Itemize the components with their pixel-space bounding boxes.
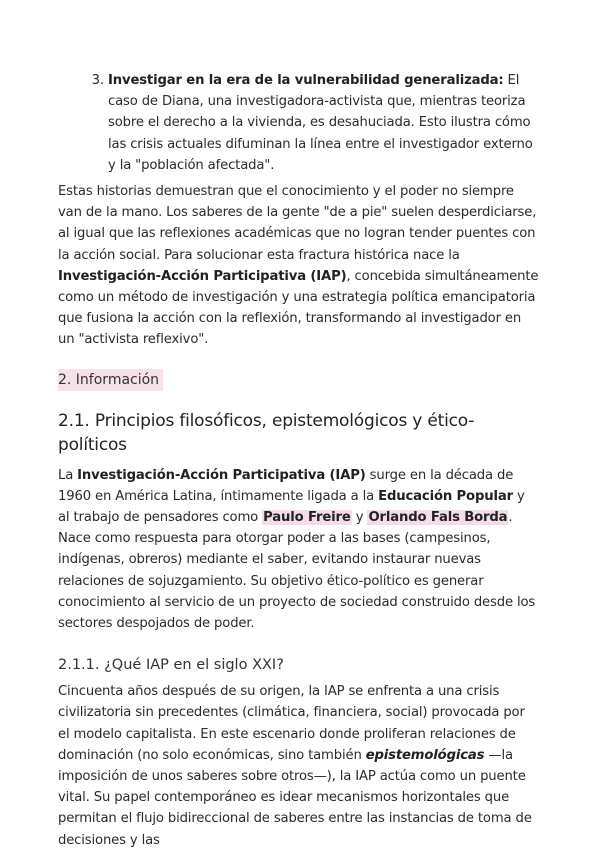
para1-bold-iap: Investigación-Acción Participativa (IAP) — [58, 268, 347, 284]
para2-bold-educacion: Educación Popular — [378, 488, 513, 504]
para2-highlight-fals-borda: Orlando Fals Borda — [368, 510, 508, 526]
paragraph-principios — [58, 465, 540, 635]
para2-text-3: y al trabajo de pensadores como — [58, 488, 525, 526]
para3-text-1: Cincuenta años después de su origen, la IAP se enfrenta a una crisis civilizatoria sin precedentes (climática, financiera, social) provocada por el modelo capitalista. En este escenario donde proliferan relaciones de dominación (no solo económicas, sino también — [58, 684, 525, 763]
para2-text-5: . Nace como respuesta para otorgar poder a las bases (campesinos, indígenas, obreros) mediante el saber, evitando instaurar nuevas relaciones de sojuzgamiento. Su objetivo ético-político es generar conocimiento al servicio de un proyecto de sociedad construido desde los sectores despojados de poder. — [58, 510, 536, 632]
numbered-list — [58, 70, 540, 176]
heading-2-1: 2.1. Principios filosóficos, epistemológicos y ético-políticos — [58, 410, 475, 455]
section-title: 2. Información — [58, 369, 163, 391]
para3-text-2: —la imposición de unos saberes sobre otros—), la IAP actúa como un puente vital. Su papel contemporáneo es idear mecanismos horizontales que permitan el flujo bidireccional de saberes entre las instancias de toma de decisiones y las — [58, 747, 532, 848]
para2-bold-iap: Investigación-Acción Participativa (IAP) — [77, 467, 366, 483]
para3-bold-italic-epistemologicas: epistemológicas — [365, 747, 485, 763]
paragraph-intro — [58, 181, 540, 351]
para2-text-4: y — [351, 510, 368, 526]
para2-text-1: La — [58, 467, 78, 483]
paragraph-siglo-xxi — [58, 681, 540, 851]
para2-highlight-freire: Paulo Freire — [263, 510, 351, 526]
list-item-bold-title: Investigar en la era de la vulnerabilidad generalizada: — [108, 73, 504, 88]
heading-2-1-1: 2.1.1. ¿Qué IAP en el siglo XXI? — [58, 657, 284, 674]
para1-text-1: Estas historias demuestran que el conocimiento y el poder no siempre van de la mano. Los saberes de la gente "de a pie" suelen desperdiciarse, al igual que las reflexiones académicas que no logran tender puentes con la acción social. Para solucionar esta fractura histórica nace la — [58, 184, 537, 263]
para2-text-2: surge en la década de 1960 en América Latina, íntimamente ligada a la — [58, 467, 514, 504]
para1-text-2: , concebida simultáneamente como un método de investigación y una estrategia política emancipatoria que fusiona la acción con la reflexión, transformando al investigador en un "activista reflexivo". — [58, 268, 539, 348]
list-item-3 — [108, 70, 540, 176]
list-item-text: El caso de Diana, una investigadora-activista que, mientras teoriza sobre el derecho a la vivienda, es desahuciada. Esto ilustra cómo las crisis actuales difuminan la línea entre el investigador externo y la "población afectada". — [108, 73, 533, 173]
